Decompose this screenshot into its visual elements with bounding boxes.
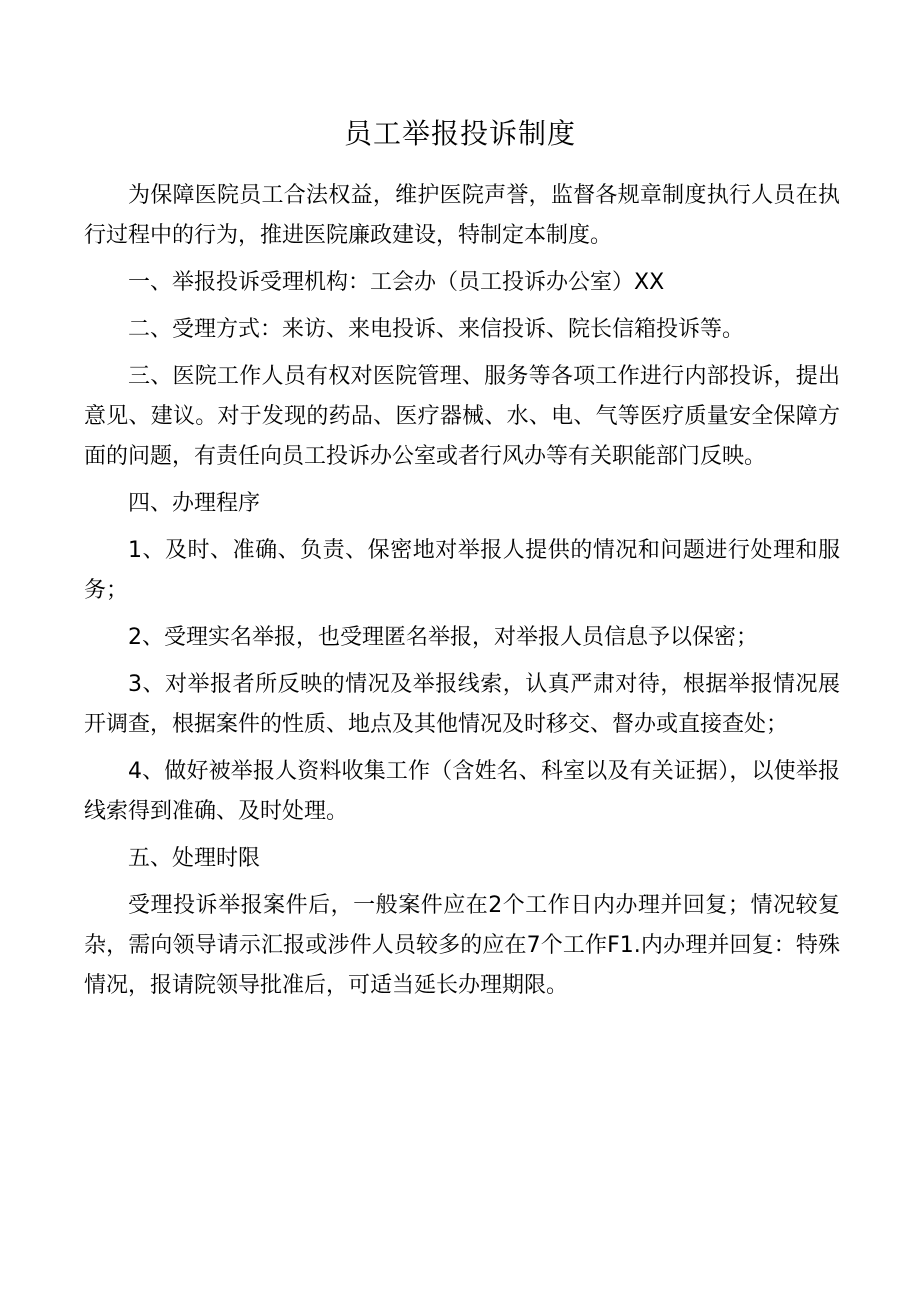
document-body <box>84 176 840 1013</box>
paragraph-section-5-heading: 五、处理时限 <box>128 846 261 871</box>
paragraph-procedure-1: 1、及时、准确、负责、保密地对举报人提供的情况和问题进行处理和服务； <box>84 538 840 603</box>
paragraph-procedure-2: 2、受理实名举报，也受理匿名举报，对举报人员信息予以保密； <box>128 625 758 650</box>
paragraph-section-4-heading: 四、办理程序 <box>128 491 261 516</box>
paragraph-intro: 为保障医院员工合法权益，维护医院声誉，监督各规章制度执行人员在执行过程中的行为，推进医院廉政建设，特制定本制度。 <box>84 183 840 248</box>
paragraph-procedure-3: 3、对举报者所反映的情况及举报线索，认真严肃对待，根据举报情况展开调查，根据案件的性质、地点及其他情况及时移交、督办或直接查处； <box>84 672 840 737</box>
paragraph-time-limit: 受理投诉举报案件后，一般案件应在2个工作日内办理并回复；情况较复杂，需向领导请示汇报或涉件人员较多的应在7个工作F1.内办理并回复：特殊情况，报请院领导批准后，可适当延长办理期限。 <box>84 893 840 998</box>
paragraph-section-2: 二、受理方式：来访、来电投诉、来信投诉、院长信箱投诉等。 <box>128 317 745 342</box>
document-title: 员工举报投诉制度 <box>343 117 576 150</box>
paragraph-procedure-4: 4、做好被举报人资料收集工作（含姓名、科室以及有关证据），以使举报线索得到准确、及时处理。 <box>84 759 840 824</box>
paragraph-section-1: 一、举报投诉受理机构：工会办（员工投诉办公室）XX <box>128 270 665 295</box>
paragraph-section-3: 三、医院工作人员有权对医院管理、服务等各项工作进行内部投诉，提出意见、建议。对于发现的药品、医疗器械、水、电、气等医疗质量安全保障方面的问题，有责任向员工投诉办公室或者行风办等有关职能部门反映。 <box>84 364 840 469</box>
